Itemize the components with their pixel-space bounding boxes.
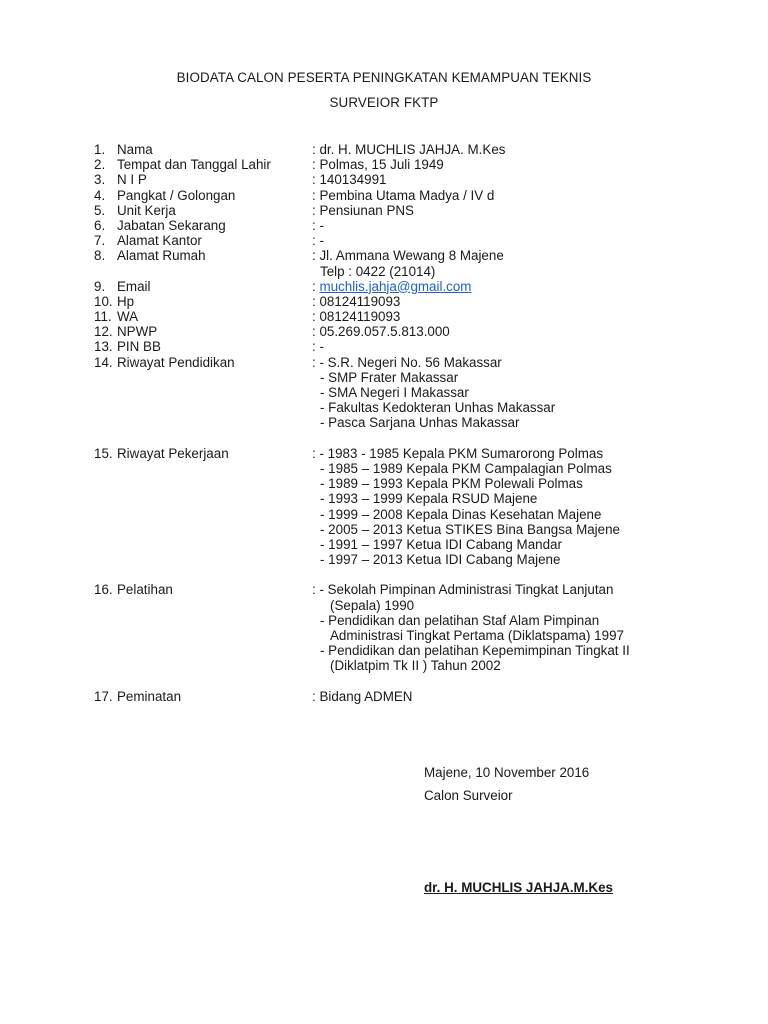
entry-number: 13. (94, 339, 113, 355)
entry-value: : - Sekolah Pimpinan Administrasi Tingkat Lanjutan (312, 582, 614, 598)
entry-number: 17. (94, 688, 113, 704)
job-item: - 1997 – 2013 Ketua IDI Cabang Majene (320, 552, 561, 568)
training-item: Administrasi Tingkat Pertama (Diklatspama) 1997 (330, 628, 624, 643)
entry-number: 6. (94, 217, 106, 233)
signature-date: Majene, 10 November 2016 (424, 765, 590, 780)
job-item: - 2005 – 2013 Ketua STIKES Bina Bangsa Majene (320, 521, 621, 537)
entry-value: : Jl. Ammana Wewang 8 Majene (312, 248, 504, 264)
entry-number: 11. (94, 309, 112, 325)
entry-value: : Bidang ADMEN (312, 688, 413, 704)
entry-nip (94, 172, 734, 187)
entry-label: Nama (117, 142, 153, 157)
entry-number: 2. (94, 157, 106, 173)
entry-value: : 05.269.057.5.813.000 (312, 324, 450, 340)
entry-label: NPWP (117, 324, 158, 340)
entry-riwayat-pekerjaan (94, 446, 734, 568)
entry-number: 5. (94, 202, 106, 218)
entry-value: : - (312, 233, 324, 249)
job-item: - 1985 – 1989 Kepala PKM Campalagian Polmas (320, 460, 612, 476)
entry-label: Email (117, 278, 151, 294)
training-item: (Diklatpim Tk II ) Tahun 2002 (330, 658, 501, 674)
entry-peminatan (94, 689, 734, 704)
entry-label: Hp (117, 293, 135, 309)
entry-value: : 140134991 (312, 172, 387, 188)
entry-number: 3. (94, 172, 106, 188)
entry-alamat-kantor (94, 233, 734, 248)
entry-number: 7. (94, 233, 106, 249)
entry-value: : Pensiunan PNS (312, 202, 414, 218)
biodata-list (94, 142, 734, 704)
entry-nama (94, 142, 734, 157)
entry-pangkat (94, 188, 734, 203)
education-item: - SMA Negeri I Makassar (320, 385, 469, 400)
entry-value: : - (312, 339, 324, 355)
email-colon: : (312, 278, 320, 294)
entry-number: 10. (94, 293, 113, 309)
entry-pin-bb (94, 339, 734, 354)
entry-label: Pelatihan (117, 582, 173, 598)
document-subtitle: SURVEIOR FKTP (329, 95, 439, 110)
entry-number: 1. (94, 142, 106, 157)
entry-number: 15. (94, 445, 113, 461)
entry-number: 16. (94, 582, 113, 598)
email-link[interactable]: muchlis.jahja@gmail.com (319, 278, 472, 294)
entry-value: : Polmas, 15 Juli 1949 (312, 157, 444, 173)
entry-wa (94, 309, 734, 324)
entry-label: PIN BB (117, 339, 161, 355)
job-item: - 1993 – 1999 Kepala RSUD Majene (320, 491, 538, 507)
entry-label: Alamat Rumah (117, 248, 206, 264)
training-item: - Pendidikan dan pelatihan Staf Alam Pimpinan (320, 612, 600, 628)
entry-label: WA (117, 309, 139, 325)
entry-riwayat-pendidikan (94, 355, 734, 431)
entry-number: 9. (94, 278, 106, 294)
entry-label: Tempat dan Tanggal Lahir (117, 157, 271, 173)
entry-value: : 08124119093 (312, 309, 401, 325)
entry-number: 14. (94, 354, 113, 370)
entry-number: 4. (94, 187, 106, 203)
signature-role: Calon Surveior (424, 788, 513, 803)
entry-tempat-tanggal-lahir (94, 157, 734, 172)
job-item: - 1989 – 1993 Kepala PKM Polewali Polmas (320, 476, 583, 492)
document-title: BIODATA CALON PESERTA PENINGKATAN KEMAMPUAN TEKNIS (176, 70, 592, 85)
job-item: - 1991 – 1997 Ketua IDI Cabang Mandar (320, 536, 562, 552)
training-item: (Sepala) 1990 (330, 597, 415, 613)
entry-number: 8. (94, 248, 106, 264)
entry-value (312, 279, 471, 294)
entry-value: : 08124119093 (312, 293, 401, 309)
entry-value: : - (312, 217, 324, 233)
education-item: - Pasca Sarjana Unhas Makassar (320, 415, 520, 431)
entry-label: Pangkat / Golongan (117, 187, 236, 203)
entry-label: Unit Kerja (117, 202, 176, 218)
entry-unit-kerja (94, 203, 734, 218)
entry-label: Alamat Kantor (117, 233, 202, 249)
entry-value: : - 1983 - 1985 Kepala PKM Sumarorong Polmas (312, 445, 604, 461)
entry-number: 12. (94, 324, 113, 340)
signature-name: dr. H. MUCHLIS JAHJA.M.Kes (424, 880, 613, 895)
entry-pelatihan (94, 582, 734, 673)
education-item: - Fakultas Kedokteran Unhas Makassar (320, 400, 556, 416)
entry-value: : dr. H. MUCHLIS JAHJA. M.Kes (312, 142, 506, 157)
entry-email (94, 279, 734, 294)
entry-label: Riwayat Pekerjaan (117, 445, 229, 461)
entry-label: Jabatan Sekarang (117, 217, 226, 233)
entry-npwp (94, 324, 734, 339)
entry-hp (94, 294, 734, 309)
job-item: - 1999 – 2008 Kepala Dinas Kesehatan Majene (320, 506, 602, 522)
training-item: - Pendidikan dan pelatihan Kepemimpinan Tingkat II (320, 643, 630, 659)
entry-label: N I P (117, 172, 147, 188)
entry-label: Peminatan (117, 688, 182, 704)
entry-value: : Pembina Utama Madya / IV d (312, 187, 495, 203)
entry-label: Riwayat Pendidikan (117, 354, 235, 370)
education-item: - SMP Frater Makassar (320, 369, 459, 385)
entry-jabatan (94, 218, 734, 233)
entry-alamat-rumah (94, 248, 734, 278)
entry-telp: Telp : 0422 (21014) (320, 263, 436, 279)
entry-value: : - S.R. Negeri No. 56 Makassar (312, 354, 502, 370)
